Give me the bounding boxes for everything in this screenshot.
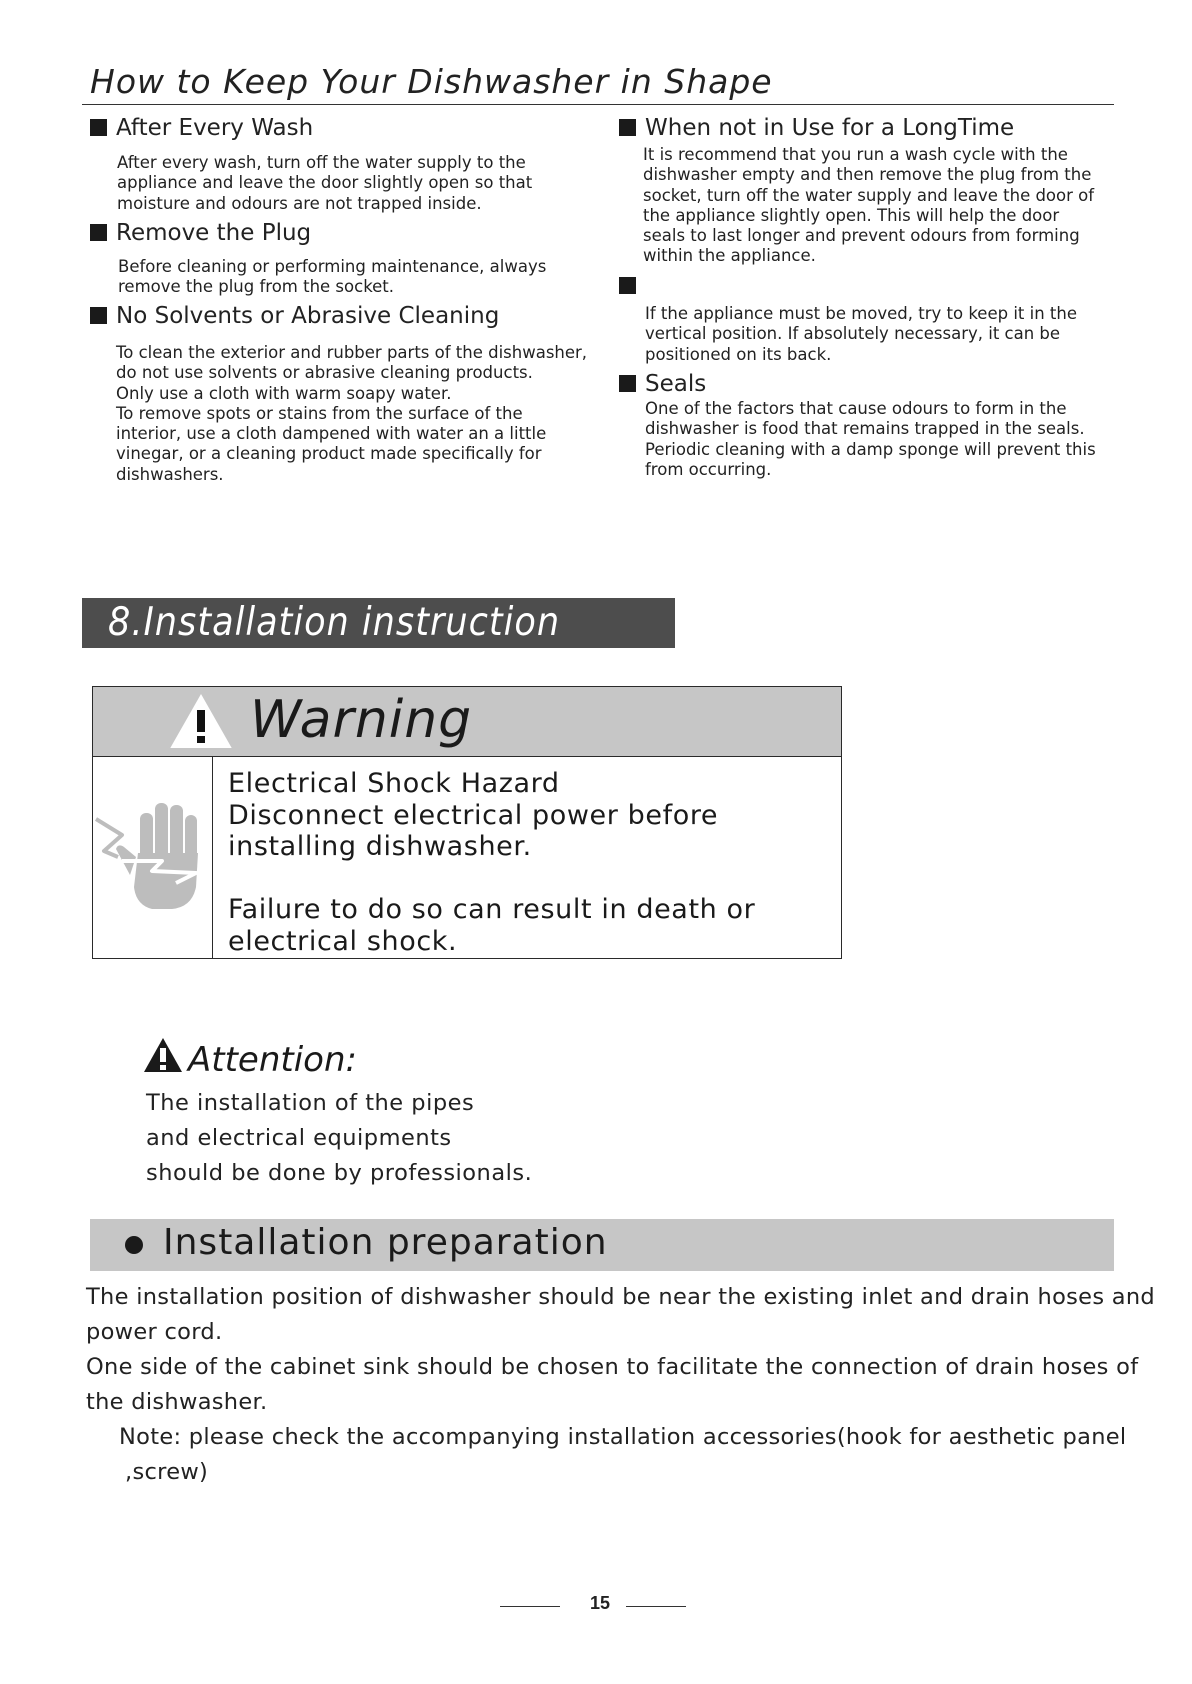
after-every-wash-heading [90,115,313,141]
warning-text [228,768,755,957]
prep-note-line-b: ,screw) [125,1459,209,1485]
installation-preparation-title: Installation preparation [163,1222,608,1263]
after-every-wash-heading-text: After Every Wash [116,115,314,141]
prep-note-line-a: Note: please check the accompanying installation accessories(hook for aesthetic panel [119,1424,1127,1450]
no-solvents-text: To clean the exterior and rubber parts of the dishwasher, do not use solvents or abrasive cleaning products. Only use a cloth with warm soapy water. To remove spots or stains from the surface of the interior, use a cloth dampened with water an a little vinegar, or a cleaning product made specifically for dishwashers. [116,343,588,484]
prep-line-2a: One side of the cabinet sink should be chosen to facilitate the connection of drain hoses of [86,1354,1139,1380]
warning-divider [212,757,213,959]
prep-line-1a: The installation position of dishwasher should be near the existing inlet and drain hoses and [86,1284,1156,1310]
page-title: How to Keep Your Dishwasher in Shape [90,62,773,101]
attention-icon [142,1036,184,1074]
warning-line-4: Failure to do so can result in death or [228,894,756,925]
prep-note [119,1420,1126,1490]
square-bullet-icon [619,375,636,392]
after-every-wash-text: After every wash, turn off the water supply to the appliance and leave the door slightly open so that moisture and odours are not trapped inside. [117,153,533,213]
not-in-use-heading [619,115,1014,141]
attention-line-3: should be done by professionals. [146,1160,533,1186]
seals-heading [619,371,706,397]
page-number: 15 [589,1593,611,1613]
warning-line-2: Disconnect electrical power before [228,799,719,831]
seals-text: One of the factors that cause odours to form in the dishwasher is food that remains trapped in the seals. Periodic cleaning with a damp sponge will prevent this from occurring. [645,399,1096,479]
attention-line-1: The installation of the pipes [146,1090,475,1116]
warning-line-1: Electrical Shock Hazard [228,768,560,799]
attention-line-2: and electrical equipments [146,1125,452,1151]
square-bullet-icon [90,224,107,241]
page-number-rule-right [626,1606,686,1607]
seals-heading-text: Seals [645,371,707,397]
square-bullet-icon [90,307,107,324]
warning-title: Warning [250,690,473,750]
no-solvents-heading [90,303,499,329]
page-number-rule-left [500,1606,560,1607]
prep-line-2b: the dishwasher. [86,1389,268,1415]
not-in-use-heading-text: When not in Use for a LongTime [645,115,1015,141]
warning-line-3: installing dishwasher. [228,831,532,862]
electric-hand-icon [92,795,210,915]
square-bullet-icon [619,119,636,136]
title-rule [82,104,1114,105]
moving-text: If the appliance must be moved, try to keep it in the vertical position. If absolutely necessary, it can be positioned on its back. [645,304,1077,364]
warning-triangle-icon [170,693,232,749]
not-in-use-text: It is recommend that you run a wash cycle with the dishwasher empty and then remove the plug from the socket, turn off the water supply and leave the door of the appliance slightly open. This will help the door seals to last longer and prevent odours from forming within the appliance. [643,145,1095,266]
section-8-title-text: Installation instruction [143,600,561,645]
section-8-title [108,600,560,645]
square-bullet-icon [90,119,107,136]
remove-plug-heading [90,220,311,246]
section-8-number: 8. [108,600,144,645]
moving-heading [619,273,645,299]
warning-line-5: electrical shock. [228,925,458,957]
remove-plug-heading-text: Remove the Plug [116,220,312,246]
prep-line-1b: power cord. [86,1319,223,1345]
square-bullet-icon [619,277,636,294]
no-solvents-heading-text: No Solvents or Abrasive Cleaning [116,303,500,329]
round-bullet-icon [125,1236,143,1254]
prep-paragraph-1 [86,1280,1155,1420]
attention-text [146,1086,532,1191]
attention-title: Attention: [188,1040,357,1080]
remove-plug-text: Before cleaning or performing maintenance, always remove the plug from the socket. [118,257,547,297]
